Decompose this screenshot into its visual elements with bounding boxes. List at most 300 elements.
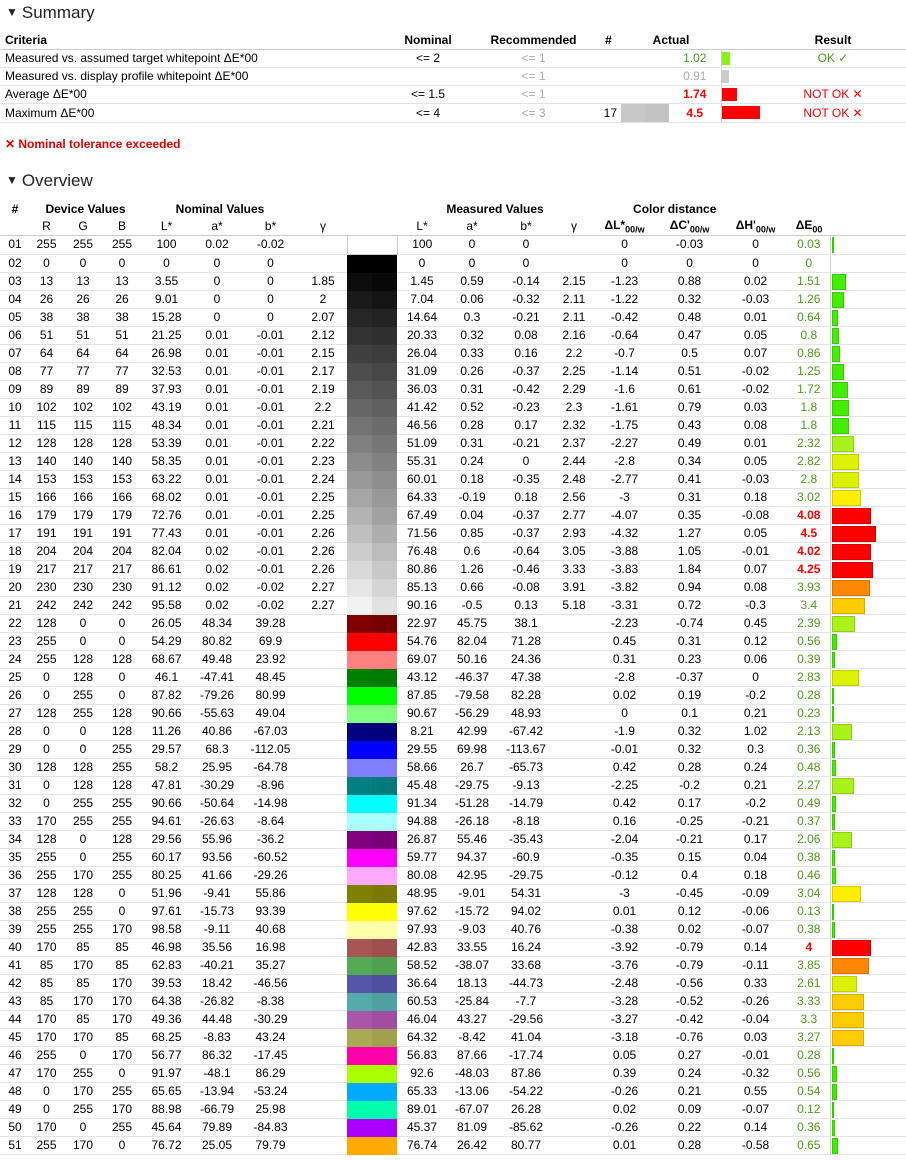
nominal-gamma: [299, 957, 347, 975]
col-header-label: γ: [320, 218, 327, 233]
header-count: #: [596, 32, 621, 49]
swatch-pair: [347, 345, 397, 363]
delta-l: -0.35: [593, 849, 656, 867]
group-device-values: Device Values: [45, 201, 126, 216]
row-number: 49: [0, 1101, 30, 1119]
device-g: 255: [63, 795, 103, 813]
measured-l: 91.34: [397, 795, 447, 813]
swatch-pair: [347, 435, 397, 453]
measured-b: -0.37: [497, 525, 555, 543]
device-b: 255: [103, 813, 141, 831]
device-b: 255: [103, 867, 141, 885]
nominal-a: -9.11: [192, 921, 242, 939]
summary-row: [0, 85, 906, 103]
measured-gamma: 2.25: [555, 363, 593, 381]
measured-swatch: [372, 561, 397, 579]
table-row: [0, 435, 906, 453]
device-g: 179: [63, 507, 103, 525]
nominal-a: 0: [192, 273, 242, 291]
table-row: [0, 399, 906, 417]
nominal-b: 69.9: [242, 633, 299, 651]
delta-h: -0.2: [723, 687, 788, 705]
delta-e: 2.13: [788, 723, 830, 741]
device-g: 230: [63, 579, 103, 597]
nominal-b: 49.04: [242, 705, 299, 723]
device-b: 102: [103, 399, 141, 417]
table-row: [0, 1119, 906, 1137]
col-header-label: ΔH': [735, 217, 756, 232]
device-g: 166: [63, 489, 103, 507]
measured-l: 36.64: [397, 975, 447, 993]
swatch-pair: [347, 1101, 397, 1119]
nominal-b: -8.38: [242, 993, 299, 1011]
delta-e-bar-cell: [830, 795, 906, 813]
device-g: 64: [63, 345, 103, 363]
nominal-a: 25.95: [192, 759, 242, 777]
delta-e-bar-cell: [830, 939, 906, 957]
delta-e-bar: [832, 886, 862, 902]
delta-l: 0.01: [593, 903, 656, 921]
measured-l: 31.09: [397, 363, 447, 381]
device-b: 140: [103, 453, 141, 471]
row-number: 51: [0, 1137, 30, 1155]
measured-a: 0.26: [447, 363, 497, 381]
measured-b: -35.43: [497, 831, 555, 849]
device-g: 170: [63, 993, 103, 1011]
measured-b: -0.21: [497, 309, 555, 327]
delta-e-bar: [832, 580, 870, 596]
delta-h: 0.06: [723, 651, 788, 669]
delta-e: 1.72: [788, 381, 830, 399]
measured-gamma: 2.3: [555, 399, 593, 417]
table-row: [0, 507, 906, 525]
measured-b: 0: [497, 453, 555, 471]
measured-swatch: [372, 525, 397, 543]
measured-gamma: [555, 849, 593, 867]
row-number: 06: [0, 327, 30, 345]
swatch-pair: [347, 831, 397, 849]
device-r: 230: [30, 579, 63, 597]
nominal-a: -79.26: [192, 687, 242, 705]
nominal-gamma: [299, 939, 347, 957]
swatch-pair: [347, 723, 397, 741]
row-number: 46: [0, 1047, 30, 1065]
nominal-gamma: [299, 1047, 347, 1065]
measured-l: 42.83: [397, 939, 447, 957]
delta-e: 0.56: [788, 633, 830, 651]
measured-swatch: [372, 381, 397, 399]
row-number: 42: [0, 975, 30, 993]
col-header-r: [30, 217, 63, 235]
measured-l: 7.04: [397, 291, 447, 309]
measured-a: 50.16: [447, 651, 497, 669]
nominal-a: 0.01: [192, 417, 242, 435]
delta-e: 4.02: [788, 543, 830, 561]
nominal-b: 80.99: [242, 687, 299, 705]
delta-l: 0.16: [593, 813, 656, 831]
row-number: 35: [0, 849, 30, 867]
measured-gamma: 2.32: [555, 417, 593, 435]
color-swatch: [347, 309, 397, 327]
device-g: 89: [63, 381, 103, 399]
delta-e-bar: [832, 868, 836, 884]
nominal-b: 23.92: [242, 651, 299, 669]
nominal-swatch: [347, 867, 372, 885]
nominal-swatch: [347, 759, 372, 777]
delta-h: 0.33: [723, 975, 788, 993]
delta-e-bar: [832, 400, 850, 416]
measured-l: 29.55: [397, 741, 447, 759]
measured-gamma: 2.11: [555, 309, 593, 327]
delta-e-bar-cell: [830, 417, 906, 435]
table-row: [0, 867, 906, 885]
device-b: 153: [103, 471, 141, 489]
nominal-gamma: 2.22: [299, 435, 347, 453]
measured-swatch: [372, 687, 397, 705]
nominal-l: 32.53: [141, 363, 192, 381]
nominal-b: -0.01: [242, 507, 299, 525]
measured-gamma: [555, 235, 593, 254]
nominal-l: 43.19: [141, 399, 192, 417]
delta-l: 0.42: [593, 795, 656, 813]
measured-l: 14.64: [397, 309, 447, 327]
swatch-pair: [347, 561, 397, 579]
delta-e-bar-cell: [830, 1065, 906, 1083]
swatch-pair: [347, 489, 397, 507]
delta-e-bar-cell: [830, 831, 906, 849]
device-g: 170: [63, 1083, 103, 1101]
table-row: [0, 993, 906, 1011]
delta-h: 0.08: [723, 417, 788, 435]
row-number: 14: [0, 471, 30, 489]
delta-c: 0.32: [656, 291, 723, 309]
delta-h: 0.04: [723, 849, 788, 867]
nominal-l: 94.61: [141, 813, 192, 831]
delta-h: -0.01: [723, 1047, 788, 1065]
delta-e: 0.8: [788, 327, 830, 345]
nominal-a: 80.82: [192, 633, 242, 651]
nominal-l: 90.66: [141, 795, 192, 813]
delta-l: -1.9: [593, 723, 656, 741]
row-number: 45: [0, 1029, 30, 1047]
measured-a: -26.18: [447, 813, 497, 831]
nominal-swatch: [347, 1011, 372, 1029]
measured-swatch: [372, 705, 397, 723]
measured-swatch: [372, 327, 397, 345]
measured-swatch: [372, 993, 397, 1011]
delta-e-bar: [832, 1048, 835, 1064]
device-b: 166: [103, 489, 141, 507]
measured-b: -67.42: [497, 723, 555, 741]
delta-h: -0.3: [723, 597, 788, 615]
delta-l: -0.7: [593, 345, 656, 363]
delta-e: 2.83: [788, 669, 830, 687]
nominal-swatch: [347, 849, 372, 867]
delta-e: 0.56: [788, 1065, 830, 1083]
measured-b: 38.1: [497, 615, 555, 633]
measured-gamma: [555, 254, 593, 273]
nominal-a: 0.01: [192, 327, 242, 345]
actual-bar-cell: [721, 67, 760, 85]
nominal-swatch: [347, 1029, 372, 1047]
delta-e-bar: [832, 832, 852, 848]
delta-l: -2.8: [593, 453, 656, 471]
nominal-swatch: [347, 435, 372, 453]
delta-c: -0.79: [656, 957, 723, 975]
measured-swatch: [372, 273, 397, 291]
table-row: [0, 381, 906, 399]
table-row: [0, 795, 906, 813]
table-row: [0, 813, 906, 831]
nominal-l: 64.38: [141, 993, 192, 1011]
measured-swatch: [372, 651, 397, 669]
delta-l: 0.01: [593, 1137, 656, 1155]
actual-cell: 4.5: [669, 103, 721, 122]
device-b: 255: [103, 795, 141, 813]
nominal-l: 90.66: [141, 705, 192, 723]
delta-c: 0.32: [656, 723, 723, 741]
device-r: 255: [30, 633, 63, 651]
table-row: [0, 615, 906, 633]
table-row: [0, 561, 906, 579]
color-swatch: [347, 381, 397, 399]
nominal-l: 29.56: [141, 831, 192, 849]
summary-heading-label: Summary: [21, 3, 95, 22]
row-number: 19: [0, 561, 30, 579]
actual-bar: [722, 106, 761, 119]
delta-e: 0.36: [788, 1119, 830, 1137]
criteria-cell: Measured vs. assumed target whitepoint ΔE*00: [0, 49, 385, 67]
delta-e: 0.23: [788, 705, 830, 723]
delta-e-bar-cell: [830, 525, 906, 543]
color-swatch: [347, 975, 397, 993]
delta-e-bar: [832, 237, 834, 253]
nominal-cell: [385, 67, 471, 85]
color-swatch: [347, 993, 397, 1011]
summary-heading[interactable]: [6, 3, 95, 23]
delta-e: 0.86: [788, 345, 830, 363]
device-r: 85: [30, 957, 63, 975]
device-b: 170: [103, 975, 141, 993]
color-swatch: [347, 254, 397, 273]
delta-e-bar: [832, 436, 855, 452]
device-g: 128: [63, 759, 103, 777]
measured-b: -0.37: [497, 363, 555, 381]
delta-c: 0.23: [656, 651, 723, 669]
delta-l: -3.28: [593, 993, 656, 1011]
delta-l: -3.83: [593, 561, 656, 579]
actual-bar: [722, 88, 737, 101]
measured-swatch: [372, 867, 397, 885]
delta-e-bar-cell: [830, 1029, 906, 1047]
delta-h: -0.07: [723, 921, 788, 939]
delta-h: -0.21: [723, 813, 788, 831]
swatch-pair: [347, 399, 397, 417]
measured-gamma: 3.33: [555, 561, 593, 579]
delta-h: 0.08: [723, 579, 788, 597]
delta-e-bar-cell: [830, 777, 906, 795]
measured-swatch: [372, 291, 397, 309]
delta-c: -0.45: [656, 885, 723, 903]
nominal-l: 68.67: [141, 651, 192, 669]
color-swatch: [347, 903, 397, 921]
recommended-cell: <= 1: [471, 67, 596, 85]
overview-heading[interactable]: [6, 171, 93, 191]
measured-l: 26.87: [397, 831, 447, 849]
delta-e-bar-cell: [830, 1137, 906, 1155]
table-row: [0, 669, 906, 687]
color-swatch: [347, 741, 397, 759]
delta-e-bar: [832, 994, 865, 1010]
count-swatch: [645, 104, 669, 122]
measured-swatch: [372, 795, 397, 813]
measured-b: -0.21: [497, 435, 555, 453]
table-row: [0, 489, 906, 507]
swatch-pair: [347, 687, 397, 705]
group-number: #: [11, 201, 19, 216]
nominal-gamma: 2.24: [299, 471, 347, 489]
measured-l: 43.12: [397, 669, 447, 687]
delta-e-bar-cell: [830, 723, 906, 741]
measured-l: 89.01: [397, 1101, 447, 1119]
nominal-swatch: [347, 489, 372, 507]
nominal-gamma: [299, 795, 347, 813]
delta-e-bar: [832, 706, 834, 722]
device-r: 255: [30, 1047, 63, 1065]
delta-l: 0.31: [593, 651, 656, 669]
nominal-b: 16.98: [242, 939, 299, 957]
nominal-swatch: [347, 381, 372, 399]
color-swatch: [347, 939, 397, 957]
color-swatch: [347, 435, 397, 453]
delta-l: -3: [593, 885, 656, 903]
delta-e-bar: [832, 454, 860, 470]
col-header-g: [63, 217, 103, 235]
color-swatch: [347, 273, 397, 291]
delta-l: -2.25: [593, 777, 656, 795]
measured-b: 0.18: [497, 489, 555, 507]
color-swatch: [347, 525, 397, 543]
row-number: 26: [0, 687, 30, 705]
device-b: 0: [103, 903, 141, 921]
measured-l: 45.37: [397, 1119, 447, 1137]
summary-table: [0, 32, 906, 123]
measured-gamma: [555, 1119, 593, 1137]
delta-l: -1.6: [593, 381, 656, 399]
nominal-b: -0.01: [242, 345, 299, 363]
col-header-label: a*: [466, 218, 478, 233]
count-cell: [596, 85, 621, 103]
table-row: [0, 957, 906, 975]
nominal-l: 39.53: [141, 975, 192, 993]
nominal-l: 26.98: [141, 345, 192, 363]
device-r: 89: [30, 381, 63, 399]
row-number: 33: [0, 813, 30, 831]
delta-h: 0.18: [723, 867, 788, 885]
nominal-swatch: [347, 669, 372, 687]
measured-gamma: 2.15: [555, 273, 593, 291]
row-number: 25: [0, 669, 30, 687]
delta-e: 2.8: [788, 471, 830, 489]
delta-e: 0.28: [788, 1047, 830, 1065]
measured-b: 24.36: [497, 651, 555, 669]
device-g: 85: [63, 939, 103, 957]
delta-c: 0.72: [656, 597, 723, 615]
measured-gamma: [555, 669, 593, 687]
col-header-label: ΔE: [795, 217, 813, 232]
table-row: [0, 651, 906, 669]
delta-e-bar-cell: [830, 651, 906, 669]
nominal-swatch: [347, 345, 372, 363]
delta-e: 2.06: [788, 831, 830, 849]
nominal-gamma: 2.15: [299, 345, 347, 363]
nominal-b: -0.01: [242, 417, 299, 435]
delta-h: 0.07: [723, 561, 788, 579]
table-row: [0, 723, 906, 741]
measured-l: 85.13: [397, 579, 447, 597]
swatch-pair: [347, 597, 397, 615]
swatch-pair: [347, 273, 397, 291]
nominal-a: -15.73: [192, 903, 242, 921]
nominal-swatch: [347, 1119, 372, 1137]
delta-c: 0.31: [656, 633, 723, 651]
measured-a: -29.75: [447, 777, 497, 795]
measured-a: 1.26: [447, 561, 497, 579]
nominal-b: -29.26: [242, 867, 299, 885]
color-swatch: [347, 543, 397, 561]
device-g: 128: [63, 435, 103, 453]
measured-l: 97.62: [397, 903, 447, 921]
nominal-l: 88.98: [141, 1101, 192, 1119]
nominal-gamma: [299, 849, 347, 867]
measured-l: 97.93: [397, 921, 447, 939]
swatch-pair: [347, 291, 397, 309]
nominal-l: 91.12: [141, 579, 192, 597]
swatch-pair: [347, 471, 397, 489]
nominal-b: -0.01: [242, 453, 299, 471]
delta-c: 0.28: [656, 759, 723, 777]
device-b: 0: [103, 1065, 141, 1083]
measured-l: 0: [397, 254, 447, 273]
nominal-l: 72.76: [141, 507, 192, 525]
delta-e-bar: [832, 670, 860, 686]
nominal-gamma: 2.17: [299, 363, 347, 381]
measured-a: -56.29: [447, 705, 497, 723]
delta-l: -0.26: [593, 1119, 656, 1137]
measured-l: 59.77: [397, 849, 447, 867]
nominal-swatch: [347, 597, 372, 615]
overview-table: [0, 200, 906, 1155]
color-swatch: [347, 327, 397, 345]
swatch-pair: [347, 957, 397, 975]
measured-a: 26.7: [447, 759, 497, 777]
nominal-gamma: [299, 633, 347, 651]
result-cell: NOT OK ✕: [760, 85, 906, 103]
delta-e-bar-cell: [830, 235, 906, 254]
nominal-l: 9.01: [141, 291, 192, 309]
device-g: 51: [63, 327, 103, 345]
measured-l: 69.07: [397, 651, 447, 669]
measured-a: 82.04: [447, 633, 497, 651]
measured-a: 0.3: [447, 309, 497, 327]
swatch-pair: [347, 651, 397, 669]
nominal-b: 35.27: [242, 957, 299, 975]
nominal-a: 68.3: [192, 741, 242, 759]
nominal-swatch: [347, 741, 372, 759]
measured-swatch: [372, 777, 397, 795]
device-r: 128: [30, 759, 63, 777]
nominal-l: 87.82: [141, 687, 192, 705]
